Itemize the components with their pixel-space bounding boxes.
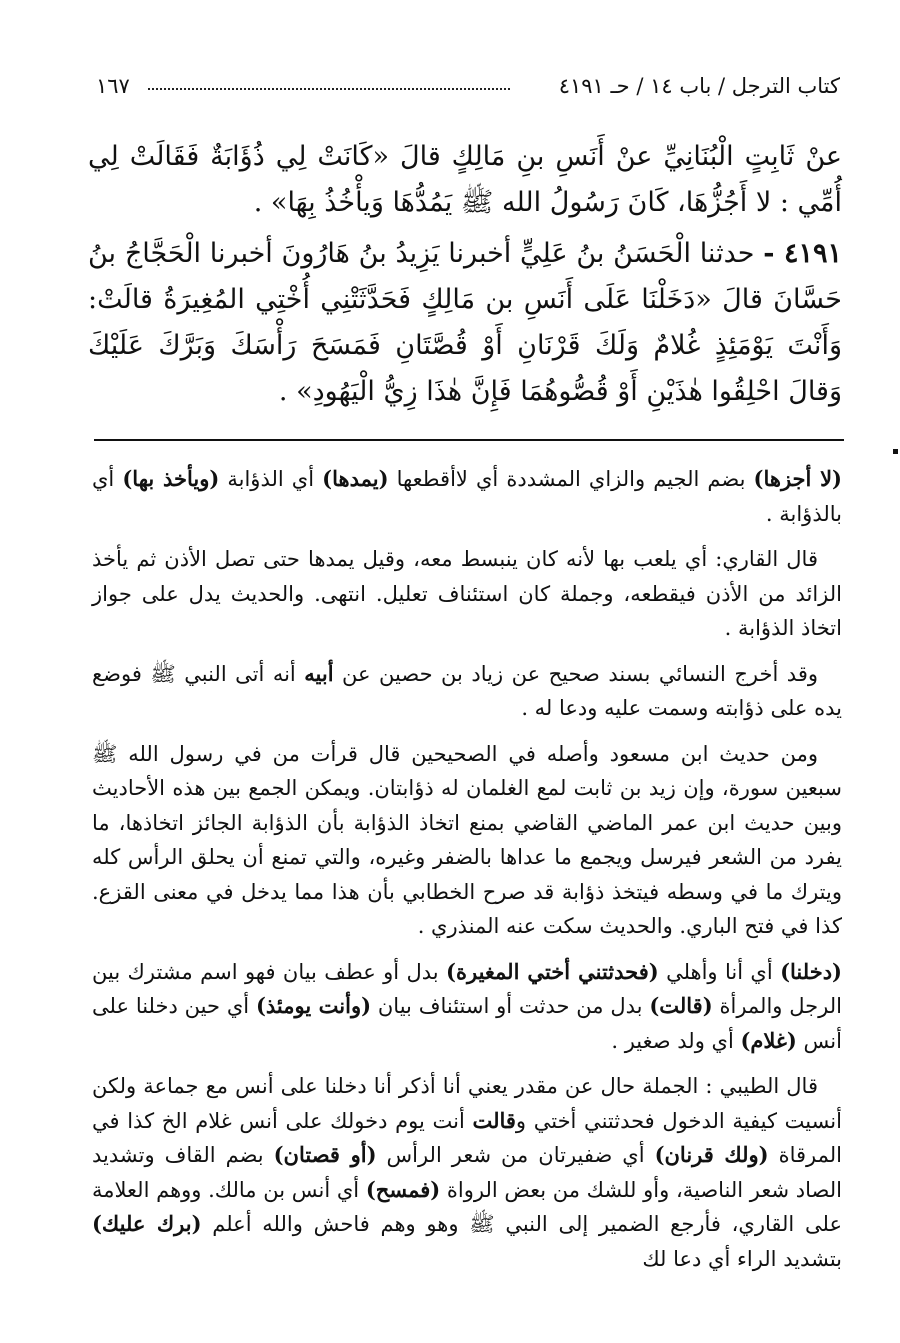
commentary-text: بتشديد الراء أي دعا لك bbox=[642, 1246, 842, 1271]
keyword: (لا أجزها) bbox=[753, 466, 842, 491]
commentary-text: أي بالذؤابة . bbox=[92, 467, 842, 526]
hadith-4191 bbox=[88, 231, 842, 415]
commentary-text: أي ضفيرتان من شعر الرأس bbox=[376, 1143, 655, 1167]
keyword: (ويأخذ بها) bbox=[122, 466, 220, 491]
page-number: ١٦٧ bbox=[96, 74, 130, 98]
keyword: (برك عليك) bbox=[92, 1211, 202, 1236]
footnote-separator bbox=[94, 439, 844, 441]
commentary-paragraph-5 bbox=[92, 955, 842, 1059]
keyword: (يمدها) bbox=[322, 466, 389, 491]
commentary-text: قال الطيبي : الجملة حال عن مقدر يعني أنا أذكر أنا دخلنا على أنس مع جماعة ولكن أنسيت كيفية الدخول فحدثتني أختي و bbox=[92, 1074, 842, 1133]
commentary-text: بدل من حدثت أو استئناف بيان bbox=[371, 994, 650, 1018]
commentary-text: أي حين دخلنا على أنس bbox=[92, 994, 842, 1053]
hadith-text: حدثنا الْحَسَنُ بنُ عَلِيٍّ أخبرنا يَزِيدُ بنُ هَارُونَ أخبرنا الْحَجَّاجُ بنُ حَسَّانَ قالَ «دَخَلْنَا عَلَى أَنَسِ بن مَالِكٍ فَحَدَّثَتْنِي أُخْتِي المُغِيرَةُ قالَتْ: وَأَنْتَ يَوْمَئِذٍ غُلامٌ وَلَكَ قَرْنَانِ أَوْ قُصَّتَانِ فَمَسَحَ رَأْسَكَ وَبَرَّكَ عَلَيْكَ وَقالَ احْلِقُوا هٰذَيْنِ أَوْ قُصُّوهُمَا فَإِنَّ هٰذَا زِيُّ الْيَهُودِ» . bbox=[88, 238, 842, 407]
commentary-text: أي أنا وأهلي bbox=[658, 959, 781, 984]
commentary-text: قال القاري: أي يلعب بها لأنه كان ينبسط معه، وقيل يمدها حتى تصل الأذن ثم يأخذ الزائد من الأذن فيقطعه، وجملة كان استئناف تعليل. انتهى. والحديث يدل على جواز اتخاذ الذؤابة . bbox=[92, 547, 842, 640]
hadith-continuation bbox=[88, 134, 842, 226]
commentary-text: أي أنس بن مالك. ووهم العلامة على القاري، فأرجع الضمير إلى النبي ﷺ وهو وهم فاحش والله أعلم bbox=[92, 1177, 842, 1236]
keyword: (فمسح) bbox=[365, 1176, 441, 1202]
keyword: (ولك قرنان) bbox=[654, 1142, 769, 1167]
commentary-text: وقد أخرج النسائي بسند صحيح عن زياد بن حصين عن bbox=[333, 661, 819, 686]
commentary-paragraph-4 bbox=[92, 737, 842, 944]
commentary-text: أي ولد صغير . bbox=[611, 1028, 741, 1053]
commentary-paragraph-2 bbox=[92, 542, 842, 646]
commentary-text: بضم الجيم والزاي المشددة أي لاأقطعها bbox=[388, 467, 754, 491]
commentary-text: أنه أتى النبي ﷺ فوضع يده على ذؤابته وسمت عليه ودعا له . bbox=[92, 661, 842, 720]
commentary bbox=[92, 462, 842, 1287]
hadith-continuation-text: عنْ ثَابِتٍ الْبُنَانِيِّ عنْ أَنَسِ بنِ مَالِكٍ قالَ «كَانَتْ لِي ذُؤَابَةٌ فَقَالَتْ لِي أُمِّي : لا أَجُزُّهَا، كَانَ رَسُولُ الله ﷺ يَمُدُّهَا وَيأْخُذُ بِهَا» . bbox=[88, 141, 842, 218]
commentary-text: أي الذؤابة bbox=[219, 467, 323, 491]
header-title: كتاب الترجل / باب ١٤ / حـ ٤١٩١ bbox=[558, 74, 840, 98]
margin-mark bbox=[893, 449, 898, 454]
commentary-text: أنت يوم دخولك على أنس غلام الخ كذا في المرقاة bbox=[92, 1108, 842, 1167]
commentary-text: بضم القاف وتشديد الصاد شعر الناصية، وأو للشك من بعض الرواة bbox=[92, 1143, 843, 1202]
keyword: (غلام) bbox=[740, 1027, 797, 1053]
keyword: قالت bbox=[472, 1107, 516, 1133]
keyword: أبيه bbox=[304, 660, 334, 686]
commentary-text: ومن حديث ابن مسعود وأصله في الصحيحين قال قرأت من في رسول الله ﷺ سبعين سورة، وإن زيد بن ثابت لمع الغلمان له ذؤابتان. ويمكن الجمع بين هذه الأحاديث وبين حديث ابن عمر الماضي القاضي بمنع اتخاذ الذؤابة بأن الذؤابة الجائز اتخاذها، ما يفرد من الشعر فيرسل ويجمع ما عداها بالضفر وغيره، والتي تمنع أن يحلق الرأس كله ويترك ما في وسطه فيتخذ ذؤابة قد صرح الخطابي بأن هذا مما يدخل في معنى القزع. كذا في فتح الباري. والحديث سكت عنه المنذري . bbox=[92, 741, 842, 938]
keyword: (دخلنا) bbox=[780, 958, 842, 984]
hadith-number: ٤١٩١ - bbox=[763, 238, 842, 269]
running-header bbox=[96, 74, 840, 104]
commentary-text: بدل أو عطف بيان فهو اسم مشترك بين الرجل والمرأة bbox=[92, 959, 842, 1018]
keyword: (أو قصتان) bbox=[273, 1142, 377, 1167]
commentary-paragraph-3 bbox=[92, 657, 842, 726]
keyword: (قالت) bbox=[649, 993, 713, 1018]
header-dotted-leader bbox=[148, 88, 510, 90]
commentary-paragraph-1 bbox=[92, 462, 842, 531]
commentary-paragraph-6 bbox=[92, 1069, 842, 1276]
keyword: (وأنت يومئذ) bbox=[255, 993, 372, 1018]
keyword: (فحدثتني أختي المغيرة) bbox=[446, 958, 659, 984]
